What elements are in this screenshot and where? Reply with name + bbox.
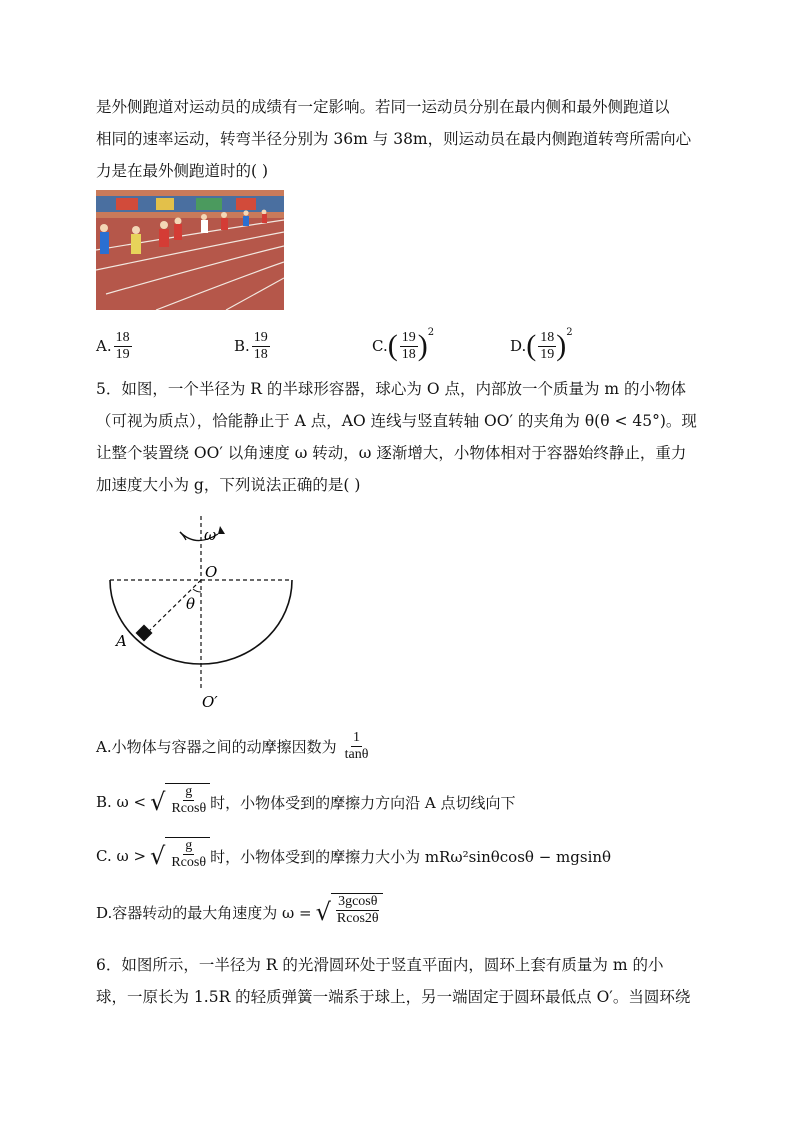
q4-text-line-1: 是外侧跑道对运动员的成绩有一定影响。若同一运动员分别在最内侧和最外侧跑道以 [96, 98, 670, 116]
square-root [316, 893, 383, 931]
q5-text-line-2: （可视为质点），恰能静止于 A 点，AO 连线与竖直转轴 OO′ 的夹角为 θ(θ < 45°)。现 [96, 412, 697, 430]
fraction [169, 838, 208, 875]
a-label: A [116, 632, 127, 650]
q6-text-line-1: 6．如图所示，一半径为 R 的光滑圆环处于竖直平面内，圆环上套有质量为 m 的小 [96, 956, 664, 974]
q5-text-line-1: 5．如图，一个半径为 R 的半球形容器，球心为 O 点，内部放一个质量为 m 的小物体 [96, 380, 687, 398]
fraction-numerator: 18 [540, 329, 555, 345]
radical-sign: √ [150, 788, 166, 816]
fraction [335, 894, 381, 931]
angle-arc [193, 589, 201, 592]
block-a [136, 625, 153, 642]
fraction [114, 330, 132, 363]
q4-option-c[interactable] [372, 324, 434, 368]
q4-option-a[interactable] [96, 324, 132, 368]
q6-text-line-2: 球，一原长为 1.5R 的轻质弹簧一端系于球上，另一端固定于圆环最低点 O′。当圆环绕 [96, 988, 691, 1006]
fraction [169, 784, 208, 821]
o-prime-label: O′ [202, 693, 218, 711]
hemisphere-figure [96, 512, 296, 712]
q5-text-line-4: 加速度大小为 g，下列说法正确的是( ) [96, 476, 361, 494]
o-label: O [205, 563, 218, 581]
omega-label: ω [204, 526, 217, 544]
square-root [150, 783, 210, 821]
radical-sign: √ [315, 898, 331, 926]
fraction-denominator: 19 [115, 346, 130, 362]
left-paren: ( [387, 329, 398, 362]
q5-text-line-3: 让整个装置绕 OO′ 以角速度 ω 转动，ω 逐渐增大，小物体相对于容器始终静止，重力 [96, 444, 687, 462]
fraction-numerator: g [185, 838, 193, 853]
fraction [252, 330, 270, 363]
q5-choice-a[interactable] [96, 730, 370, 763]
option-label: D. [510, 337, 527, 355]
fraction-denominator: tanθ [344, 747, 369, 762]
fraction-numerator: 1 [353, 730, 361, 745]
choice-text: A.小物体与容器之间的动摩擦因数为 [96, 738, 337, 756]
fraction-denominator: Rcosθ [171, 855, 207, 870]
hemisphere-diagram [96, 512, 296, 712]
fraction-numerator: 19 [253, 329, 268, 345]
q4-text-line-2: 相同的速率运动，转弯半径分别为 36m 与 38m，则运动员在最内侧跑道转弯所需向心 [96, 130, 692, 148]
fraction [538, 330, 556, 363]
radicand [165, 837, 210, 875]
fraction-numerator: 3gcosθ [338, 894, 378, 909]
q4-option-b[interactable] [234, 324, 270, 368]
choice-prefix: C. ω > [96, 847, 147, 865]
fraction-denominator: 18 [401, 346, 416, 362]
option-label: A. [96, 337, 112, 355]
left-paren: ( [526, 329, 537, 362]
option-label: C. [372, 337, 388, 355]
q5-choice-c[interactable] [96, 837, 611, 875]
fraction-denominator: Rcos2θ [336, 911, 379, 926]
choice-prefix: D.容器转动的最大角速度为 ω = [96, 903, 312, 922]
fraction-denominator: Rcosθ [171, 801, 207, 816]
fraction [400, 330, 418, 363]
q5-choice-b[interactable] [96, 783, 516, 821]
fraction-numerator: g [185, 784, 193, 799]
radical-sign: √ [150, 842, 166, 870]
q5-choice-d[interactable] [96, 893, 383, 931]
q4-options [96, 324, 696, 368]
q4-option-d[interactable] [510, 324, 573, 368]
exponent: 2 [566, 326, 573, 338]
choice-suffix: 时，小物体受到的摩擦力大小为 mRω²sinθcosθ − mgsinθ [210, 847, 612, 866]
fraction-numerator: 18 [115, 329, 130, 345]
choice-prefix: B. ω < [96, 793, 147, 811]
track-photo [96, 190, 284, 310]
option-label: B. [234, 337, 250, 355]
fraction-denominator: 18 [253, 346, 268, 362]
choice-suffix: 时，小物体受到的摩擦力方向沿 A 点切线向下 [210, 793, 516, 812]
exponent: 2 [427, 326, 435, 338]
fraction-denominator: 19 [540, 346, 555, 362]
track-photo-illustration [96, 190, 284, 310]
radicand [165, 783, 210, 821]
right-paren: ) [556, 329, 567, 362]
q4-text-line-3: 力是在最外侧跑道时的( ) [96, 162, 269, 180]
theta-label: θ [186, 595, 196, 613]
square-root [150, 837, 210, 875]
fraction [343, 730, 371, 763]
fraction-numerator: 19 [401, 329, 416, 345]
radicand [331, 893, 383, 931]
right-paren: ) [417, 329, 428, 362]
